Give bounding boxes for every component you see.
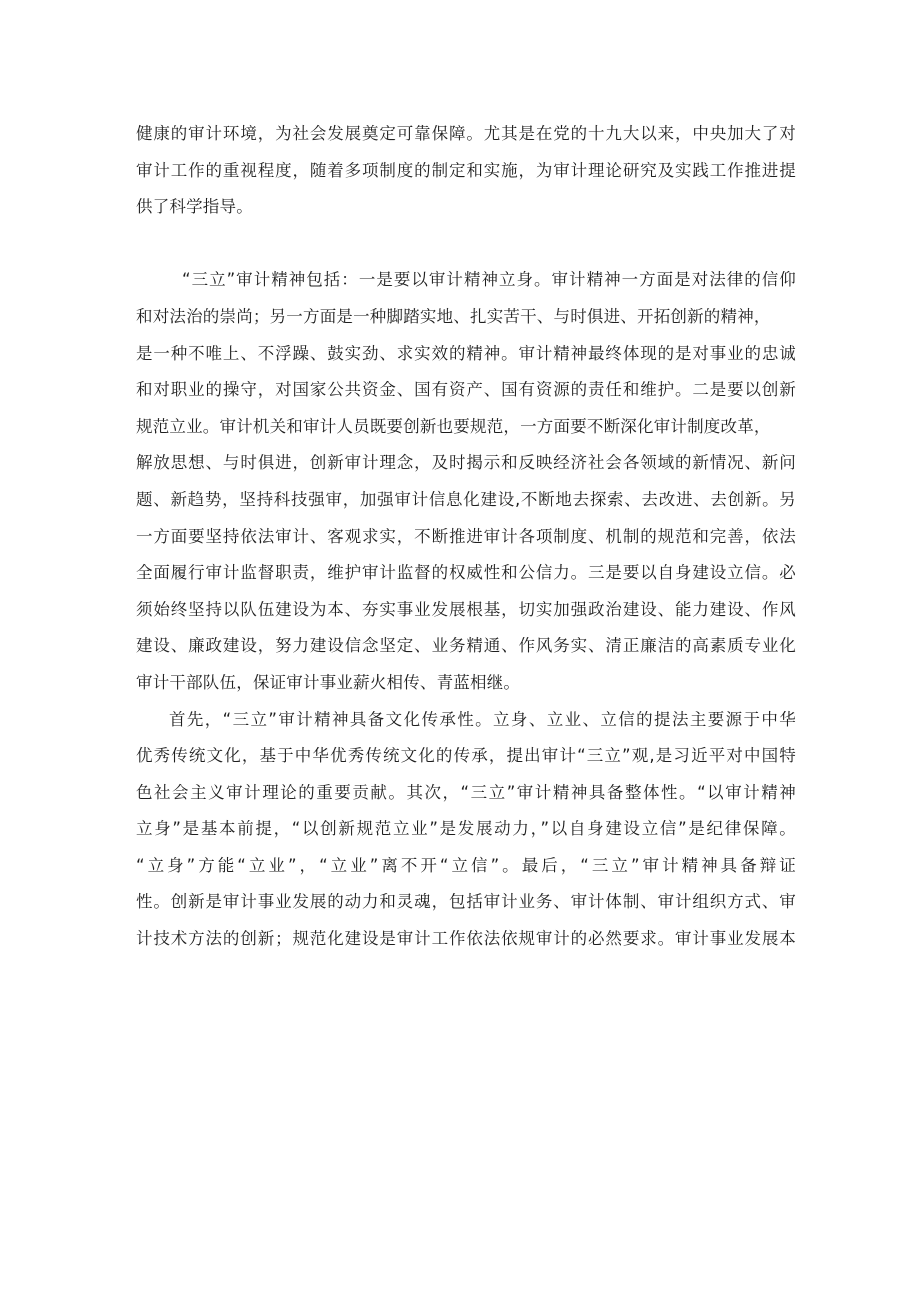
paragraph-3 (136, 702, 796, 958)
text-line: “立身”方能“立业”，“立业”离不开“立信”。最后，“三立”审计精神具备辩证 (136, 855, 796, 875)
paragraph-1 (136, 116, 796, 226)
text-line: 全面履行审计监督职责，维护审计监督的权威性和公信力。三是要以自身建设立信。必 (136, 563, 796, 583)
text-line: 性。创新是审计事业发展的动力和灵魂，包括审计业务、审计体制、审计组织方式、审 (136, 892, 796, 912)
text-line: “三立”审计精神包括：一是要以审计精神立身。审计精神一方面是对法律的信仰 (182, 270, 796, 290)
text-line: 健康的审计环境，为社会发展奠定可靠保障。尤其是在党的十九大以来，中央加大了对 (136, 124, 796, 143)
text-line: 审计工作的重视程度，随着多项制度的制定和实施，为审计理论研究及实践工作推进提 (136, 160, 796, 180)
document-body (136, 116, 796, 958)
text-line: 色社会主义审计理论的重要贡献。其次，“三立”审计精神具备整体性。“以审计精神 (136, 782, 796, 802)
text-line: 一方面要坚持依法审计、客观求实，不断推进审计各项制度、机制的规范和完善，依法 (136, 526, 796, 546)
paragraph-gap (136, 226, 796, 263)
text-line: 规范立业。审计机关和审计人员既要创新也要规范，一方面要不断深化审计制度改革， (136, 416, 771, 436)
text-line: 解放思想、与时俱进，创新审计理念，及时揭示和反映经济社会各领域的新情况、新问 (136, 453, 796, 473)
text-line: 题、新趋势，坚持科技强审，加强审计信息化建设,不断地去探索、去改进、去创新。另 (136, 489, 796, 509)
text-line: 须始终坚持以队伍建设为本、夯实事业发展根基，切实加强政治建设、能力建设、作风 (136, 599, 796, 619)
text-line: 审计干部队伍，保证审计事业薪火相传、青蓝相继。 (136, 672, 521, 692)
text-line: 和对法治的崇尚；另一方面是一种脚踏实地、扎实苦干、与时俱进、开拓创新的精神， (136, 306, 771, 326)
text-line: 立身”是基本前提，“以创新规范立业”是发展动力，”以自身建设立信”是纪律保障。 (136, 819, 796, 839)
text-line: 供了科学指导。 (136, 197, 253, 217)
text-line: 建设、廉政建设，努力建设信念坚定、业务精通、作风务实、清正廉洁的高素质专业化 (136, 636, 796, 656)
text-line: 是一种不唯上、不浮躁、鼓实劲、求实效的精神。审计精神最终体现的是对事业的忠诚 (136, 343, 796, 363)
text-line: 和对职业的操守，对国家公共资金、国有资产、国有资源的责任和维护。二是要以创新 (136, 380, 796, 400)
text-line: 优秀传统文化，基于中华优秀传统文化的传承，提出审计“三立”观,是习近平对中国特 (136, 746, 796, 766)
paragraph-2 (136, 262, 796, 701)
text-line: 首先，“三立”审计精神具备文化传承性。立身、立业、立信的提法主要源于中华 (169, 709, 796, 729)
text-line: 计技术方法的创新；规范化建设是审计工作依法依规审计的必然要求。审计事业发展本 (136, 929, 796, 949)
